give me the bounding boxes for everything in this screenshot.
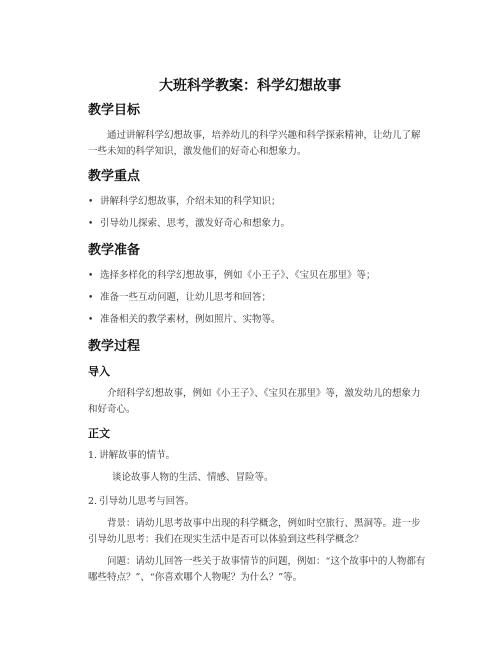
- process-heading: 教学过程: [88, 339, 141, 354]
- section-process: [88, 338, 426, 586]
- list-item: [88, 290, 426, 306]
- intro-heading: 导入: [88, 365, 110, 378]
- list-item-text: 选择多样化的科学幻想故事，例如《小王子》、《宝贝在那里》等；: [100, 270, 376, 281]
- step-2-number: 2.: [88, 496, 98, 507]
- bullet-icon: •: [88, 293, 94, 303]
- bullet-icon: •: [88, 271, 94, 281]
- list-item: [88, 216, 426, 232]
- prep-list: [88, 268, 426, 328]
- prep-heading: 教学准备: [88, 243, 141, 258]
- list-item-text: 准备一些互动问题，让幼儿思考和回答；: [100, 292, 272, 303]
- step-2: [88, 494, 426, 510]
- section-goals: [88, 102, 426, 160]
- step-1-number: 1.: [88, 450, 98, 461]
- list-item-text: 讲解科学幻想故事，介绍未知的科学知识；: [100, 196, 281, 207]
- list-item-text: 准备相关的教学素材，例如照片、实物等。: [100, 314, 281, 325]
- body-heading: 正文: [88, 427, 110, 440]
- section-keypoints: [88, 168, 426, 232]
- document-title: 大班科学教案：科学幻想故事: [159, 78, 341, 94]
- keypoints-list: [88, 194, 426, 232]
- goals-text: 通过讲解科学幻想故事，培养幼儿的科学兴趣和科学探索精神，让幼儿了解一些未知的科学知识，激发他们的好奇心和想象力。: [88, 130, 421, 157]
- intro-text: 介绍科学幻想故事，例如《小王子》、《宝贝在那里》等，激发幼儿的想象力和好奇心。: [88, 388, 421, 415]
- step-1-label: 讲解故事的情节。: [99, 450, 176, 461]
- step-1-detail: 谈论故事人物的生活、情感、冒险等。: [112, 472, 274, 483]
- step-2-background: 背景：请幼儿思考故事中出现的科学概念，例如时空旅行、黑洞等。进一步引导幼儿思考：我们在现实生活中是否可以体验到这些科学概念？: [88, 518, 421, 545]
- keypoints-heading: 教学重点: [88, 169, 141, 184]
- list-item-text: 引导幼儿探索、思考，激发好奇心和想象力。: [100, 218, 291, 229]
- bullet-icon: •: [88, 197, 94, 207]
- step-2-label: 引导幼儿思考与回答。: [99, 496, 195, 507]
- bullet-icon: •: [88, 315, 94, 325]
- section-prep: [88, 242, 426, 328]
- list-item: [88, 312, 426, 328]
- list-item: [88, 268, 426, 284]
- step-1: [88, 448, 426, 464]
- bullet-icon: •: [88, 219, 94, 229]
- list-item: [88, 194, 426, 210]
- step-2-question: 问题：请幼儿回答一些关于故事情节的问题，例如：“这个故事中的人物都有哪些特点？”、“你喜欢哪个人物呢？为什么？”等。: [88, 556, 426, 583]
- goals-heading: 教学目标: [88, 103, 141, 118]
